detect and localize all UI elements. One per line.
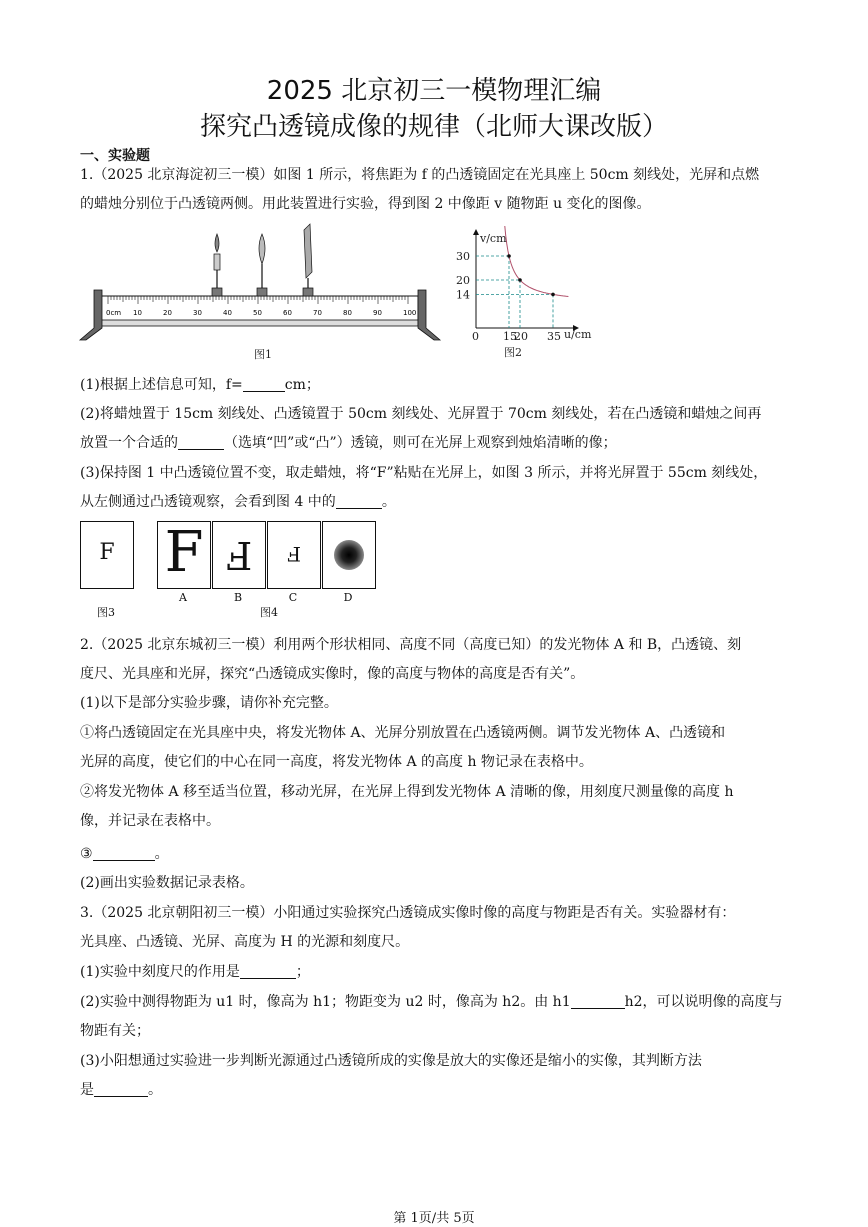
- data-point: [551, 293, 555, 297]
- q3-line5: 物距有关；: [80, 1023, 150, 1039]
- page-title: 2025 北京初三一模物理汇编: [266, 76, 602, 106]
- q2-line7: 像，并记录在表格中。: [80, 813, 220, 829]
- answer-blank-fig4[interactable]: [336, 494, 382, 509]
- option-b-box: [212, 521, 266, 589]
- q3-line1: 3.（2025 北京朝阳初三一模）小阳通过实验探究凸透镜成实像时像的高度与物距是否有关。实验器材有：: [80, 905, 736, 921]
- q2-line4: ①将凸透镜固定在光具座中央，将发光物体 A、光屏分别放置在凸透镜两侧。调节发光物体 A、凸透镜和: [80, 725, 726, 741]
- y-tick-label: 14: [456, 288, 470, 302]
- q1-part3-line1: (3)保持图 1 中凸透镜位置不变，取走蜡烛，将“F”粘贴在光屏上，如图 3 所示，并将光屏置于 55cm 刻线处，: [80, 465, 768, 481]
- x-tick-label: 0: [472, 330, 479, 343]
- ruler-tick-label: 30: [193, 309, 202, 317]
- q1-line1: 1.（2025 北京海淀初三一模）如图 1 所示，将焦距为 f 的凸透镜固定在光具座上 50cm 刻线处，光屏和点燃: [80, 167, 760, 183]
- option-c-letter: F: [287, 542, 301, 566]
- page-subtitle: 探究凸透镜成像的规律（北师大课改版）: [199, 112, 668, 142]
- option-a-label: A: [179, 591, 187, 604]
- answer-blank-ruler[interactable]: [240, 964, 296, 979]
- ruler-tick-label: 70: [313, 309, 322, 317]
- q1-part1: (1)根据上述信息可知，f= cm；: [80, 377, 320, 393]
- answer-blank-method[interactable]: [94, 1082, 148, 1097]
- figure-2-caption: 图2: [504, 346, 522, 359]
- y-axis-label: v/cm: [480, 232, 507, 245]
- x-tick-label: 35: [547, 330, 561, 343]
- option-a-letter: F: [164, 520, 204, 585]
- figure-2-graph: [448, 226, 608, 362]
- ruler-tick-label: 50: [253, 309, 262, 317]
- option-b-label: B: [233, 591, 243, 604]
- ruler-tick-label: 40: [223, 309, 232, 317]
- x-tick-label: 20: [514, 330, 528, 343]
- ruler-tick-label: 60: [283, 309, 292, 317]
- answer-blank-compare[interactable]: [571, 994, 625, 1009]
- ruler-tick-label: 10: [133, 309, 142, 317]
- q2-line5: 光屏的高度，使它们的中心在同一高度，将发光物体 A 的高度 h 物记录在表格中。: [80, 754, 593, 770]
- ruler-tick-label: 100: [403, 309, 417, 317]
- answer-blank-f[interactable]: [243, 377, 285, 392]
- q1-part2-line1: (2)将蜡烛置于 15cm 刻线处、凸透镜置于 50cm 刻线处、光屏置于 70cm 刻线处，若在凸透镜和蜡烛之间再: [80, 406, 762, 422]
- q2-line9: (2)画出实验数据记录表格。: [80, 875, 254, 891]
- q2-line2: 度尺、光具座和光屏，探究“凸透镜成实像时，像的高度与物体的高度是否有关”。: [80, 666, 585, 682]
- figure-3-caption: 图3: [97, 606, 115, 619]
- option-c-label: C: [288, 591, 298, 604]
- ruler-tick-label: 20: [163, 309, 172, 317]
- q1-part2-line2: 放置一个合适的 （选填“凹”或“凸”）透镜，则可在光屏上观察到烛焰清晰的像；: [80, 435, 617, 451]
- q3-part2: (2)实验中测得物距为 u1 时，像高为 h1；物距变为 u2 时，像高为 h2。由 h1 h2，可以说明像的高度与: [80, 994, 783, 1010]
- q2-line3: (1)以下是部分实验步骤，请你补充完整。: [80, 695, 338, 711]
- option-a-box: [157, 521, 211, 589]
- data-point: [518, 278, 522, 282]
- q1-line2: 的蜡烛分别位于凸透镜两侧。用此装置进行实验，得到图 2 中像距 v 随物距 u 变化的图像。: [80, 196, 651, 212]
- ruler-tick-label: 0cm: [106, 309, 122, 317]
- figure-3-box: [80, 521, 134, 589]
- q3-part1: (1)实验中刻度尺的作用是 ；: [80, 964, 310, 980]
- option-b-letter: F: [225, 533, 253, 577]
- q1-part3-line2: 从左侧通过凸透镜观察，会看到图 4 中的 。: [80, 494, 396, 510]
- figure-3-letter: F: [99, 540, 115, 565]
- y-tick-label: 20: [456, 274, 470, 287]
- figure-4-caption: 图4: [260, 606, 278, 619]
- figure-1-optical-bench: [78, 222, 444, 364]
- q2-line6: ②将发光物体 A 移至适当位置，移动光屏，在光屏上得到发光物体 A 清晰的像，用刻度尺测量像的高度 h: [80, 784, 734, 800]
- data-point: [507, 254, 511, 258]
- ruler-tick-label: 90: [373, 309, 382, 317]
- q3-line2: 光具座、凸透镜、光屏、高度为 H 的光源和刻度尺。: [80, 934, 410, 950]
- page-footer: 第 1页/共 5页: [393, 1211, 475, 1226]
- ruler-tick-label: 80: [343, 309, 352, 317]
- q2-step3: ③ 。: [80, 846, 169, 862]
- section-heading: 一、实验题: [80, 148, 150, 164]
- option-d-box: [322, 521, 376, 589]
- option-d-label: D: [343, 591, 353, 604]
- q2-line1: 2.（2025 北京东城初三一模）利用两个形状相同、高度不同（高度已知）的发光物体 A 和 B，凸透镜、刻: [80, 637, 742, 653]
- lens: [257, 234, 267, 296]
- q3-line6: (3)小阳想通过实验进一步判断光源通过凸透镜所成的实像是放大的实像还是缩小的实像，其判断方法: [80, 1053, 702, 1069]
- option-c-box: [267, 521, 321, 589]
- figure-1-caption: 图1: [254, 348, 272, 361]
- y-tick-label: 30: [456, 250, 470, 263]
- option-d-blur-spot: [334, 540, 364, 570]
- candle: [212, 234, 222, 296]
- answer-blank-lens[interactable]: [178, 435, 224, 450]
- q3-part3: 是 。: [80, 1082, 162, 1098]
- light-screen: [303, 224, 313, 296]
- answer-blank-step3[interactable]: [93, 846, 155, 861]
- x-axis-label: u/cm: [564, 328, 592, 341]
- x-tick-label: 15: [503, 330, 517, 343]
